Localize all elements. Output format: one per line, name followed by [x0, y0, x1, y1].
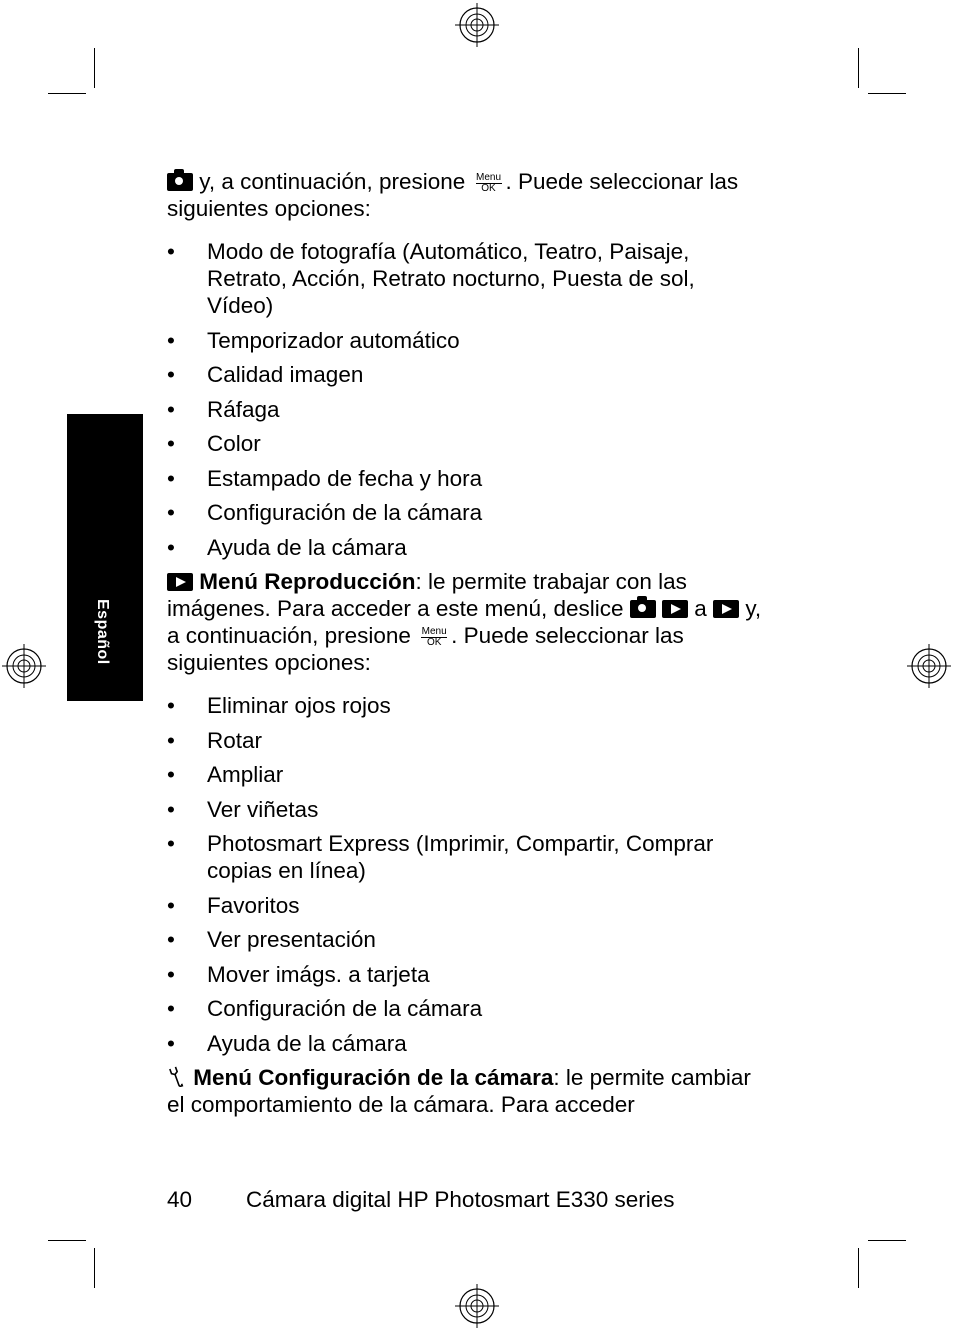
list-item-text: Rotar: [207, 727, 263, 753]
wrench-icon: [167, 1066, 187, 1088]
bullet: •: [167, 831, 175, 856]
list-item: [167, 692, 767, 719]
list-item: [167, 830, 767, 884]
registration-mark-icon: [2, 644, 46, 688]
camera-icon: [630, 600, 656, 618]
bullet: •: [167, 239, 175, 264]
list-item-text: Temporizador automático: [207, 327, 460, 353]
playback-menu-paragraph: [167, 568, 767, 676]
bullet: •: [167, 693, 175, 718]
bullet: •: [167, 534, 175, 560]
crop-mark: [858, 48, 859, 88]
setup-menu-paragraph: [167, 1064, 767, 1118]
list-item-text: Photosmart Express (Imprimir, Compartir, Comprar copias en línea): [207, 831, 714, 883]
intro-text-a: y, a continuación, presione: [193, 169, 472, 194]
bullet: •: [167, 1030, 175, 1056]
bullet: •: [167, 892, 175, 918]
list-item: [167, 1030, 767, 1057]
crop-mark: [48, 93, 86, 94]
menu-ok-button-icon: [417, 627, 451, 649]
crop-mark: [858, 1248, 859, 1288]
playback-text-a2: a: [688, 596, 707, 621]
list-item: [167, 396, 767, 423]
menu-ok-button-icon: [472, 173, 506, 195]
list-item-text: Ampliar: [207, 762, 284, 787]
list-item: [167, 327, 767, 354]
list-item-text: Mover imágs. a tarjeta: [207, 961, 430, 987]
crop-mark: [94, 1248, 95, 1288]
crop-mark: [48, 1240, 86, 1241]
list-item: [167, 892, 767, 919]
list-item-text: Ver presentación: [207, 927, 376, 952]
playback-text-b: y, a continuación, presione: [167, 596, 762, 648]
list-item: [167, 465, 767, 492]
list-item: [167, 499, 767, 526]
crop-mark: [868, 1240, 906, 1241]
menu-label: Menu: [421, 626, 447, 637]
bullet: •: [167, 396, 175, 422]
list-item-text: Ráfaga: [207, 396, 280, 422]
ok-label: OK: [481, 183, 496, 194]
footer-title: Cámara digital HP Photosmart E330 series: [246, 1187, 675, 1212]
list-item: [167, 961, 767, 988]
setup-text: : le permite cambiar el comportamiento de la cámara. Para acceder: [167, 1065, 751, 1117]
list-item: [167, 926, 767, 953]
language-tab-label: Español: [94, 599, 111, 665]
bullet: •: [167, 362, 175, 387]
playback-icon: [167, 573, 193, 591]
list-item: [167, 761, 767, 788]
bullet: •: [167, 500, 175, 525]
page-number: 40: [167, 1187, 193, 1212]
main-content: [167, 168, 767, 1118]
bullet: •: [167, 327, 175, 353]
list-item: [167, 430, 767, 457]
list-item-text: Ayuda de la cámara: [207, 1030, 407, 1056]
playback-options-list: [167, 692, 767, 1057]
bullet: •: [167, 996, 175, 1021]
list-item: [167, 995, 767, 1022]
bullet: •: [167, 465, 175, 491]
playback-menu-title: Menú Reproducción: [199, 569, 416, 594]
list-item: [167, 534, 767, 561]
intro-paragraph: [167, 168, 767, 222]
bullet: •: [167, 927, 175, 952]
camera-icon: [167, 173, 193, 191]
playback-icon: [713, 600, 739, 618]
bullet: •: [167, 431, 175, 456]
playback-text-c: . Puede seleccionar las siguientes opciones:: [167, 623, 684, 675]
bullet: •: [167, 762, 175, 787]
setup-menu-title: Menú Configuración de la cámara: [193, 1065, 554, 1090]
registration-mark-icon: [455, 1284, 499, 1328]
bullet: •: [167, 727, 175, 753]
ok-label: OK: [426, 637, 442, 648]
list-item-text: Ayuda de la cámara: [207, 534, 407, 560]
list-item: [167, 361, 767, 388]
playback-text-a: : le permite trabajar con las imágenes. Para acceder a este menú, deslice: [167, 569, 687, 621]
crop-mark: [868, 93, 906, 94]
playback-icon: [662, 600, 688, 618]
bullet: •: [167, 796, 175, 822]
list-item-text: Calidad imagen: [207, 362, 364, 387]
registration-mark-icon: [455, 3, 499, 47]
registration-mark-icon: [907, 644, 951, 688]
capture-options-list: [167, 238, 767, 561]
menu-label: Menu: [476, 172, 502, 183]
list-item-text: Favoritos: [207, 892, 300, 918]
crop-mark: [94, 48, 95, 88]
list-item-text: Eliminar ojos rojos: [207, 693, 391, 718]
list-item: [167, 238, 767, 319]
list-item: [167, 727, 767, 754]
bullet: •: [167, 961, 175, 987]
intro-text-b: . Puede seleccionar las siguientes opciones:: [167, 169, 739, 221]
list-item-text: Ver viñetas: [207, 796, 319, 822]
list-item-text: Modo de fotografía (Automático, Teatro, Paisaje, Retrato, Acción, Retrato nocturno, Puesta de sol, Vídeo): [207, 239, 695, 318]
list-item-text: Configuración de la cámara: [207, 500, 483, 525]
list-item-text: Color: [207, 431, 261, 456]
list-item-text: Configuración de la cámara: [207, 996, 483, 1021]
list-item: [167, 796, 767, 823]
list-item-text: Estampado de fecha y hora: [207, 465, 483, 491]
